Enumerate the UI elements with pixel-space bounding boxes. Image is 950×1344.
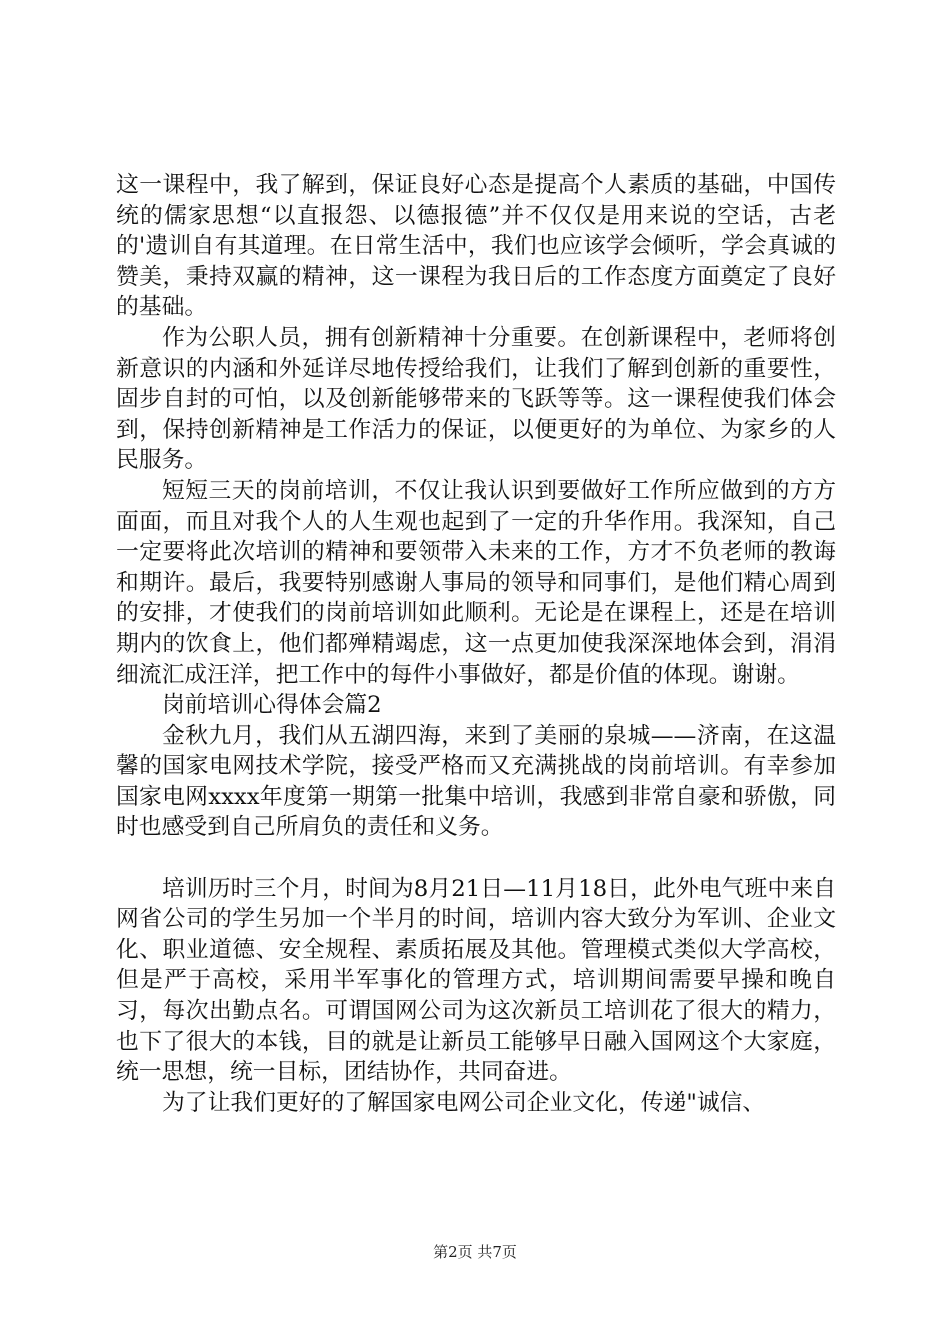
paragraph-3: 短短三天的岗前培训，不仅让我认识到要做好工作所应做到的方方面面，而且对我个人的人生观也起到了一定的升华作用。我深知，自己一定要将此次培训的精神和要领带入未来的工作，方才不负老师的教诲和期许。最后，我要特别感谢人事局的领导和同事们，是他们精心周到的安排，才使我们的岗前培训如此顺利。无论是在课程上，还是在培训期内的饮食上，他们都殚精竭虑，这一点更加使我深深地体会到，涓涓细流汇成汪洋，把工作中的每件小事做好，都是价值的体现。谢谢。 [116,477,836,688]
paragraph-1: 这一课程中，我了解到，保证良好心态是提高个人素质的基础，中国传统的儒家思想“以直报怨、以德报德”并不仅仅是用来说的空话，古老的'遗训自有其道理。在日常生活中，我们也应该学会倾听，学会真诚的赞美，秉持双赢的精神，这一课程为我日后的工作态度方面奠定了良好的基础。 [116,172,836,321]
page-footer: 第2页 共7页 [433,1243,517,1261]
paragraph-6: 为了让我们更好的了解国家电网公司企业文化，传递"诚信、 [162,1089,766,1116]
paragraph-2: 作为公职人员，拥有创新精神十分重要。在创新课程中，老师将创新意识的内涵和外延详尽地传授给我们，让我们了解到创新的重要性，固步自封的可怕，以及创新能够带来的飞跃等等。这一课程使我们体会到，保持创新精神是工作活力的保证，以便更好的为单位、为家乡的人民服务。 [116,324,836,474]
paragraph-4: 金秋九月，我们从五湖四海，来到了美丽的泉城——济南，在这温馨的国家电网技术学院，接受严格而又充满挑战的岗前培训。有幸参加国家电网xxxx年度第一期第一批集中培训，我感到非常自豪和骄傲，同时也感受到自己所肩负的责任和义务。 [116,722,836,841]
document-body [116,170,836,1118]
section-heading: 岗前培训心得体会篇2 [162,692,382,719]
paragraph-spacer [116,843,836,874]
paragraph-5: 培训历时三个月，时间为8月21日—11月18日，此外电气班中来自网省公司的学生另加一个半月的时间，培训内容大致分为军训、企业文化、职业道德、安全规程、素质拓展及其他。管理模式类似大学高校，但是严于高校，采用半军事化的管理方式，培训期间需要早操和晚自习，每次出勤点名。可谓国网公司为这次新员工培训花了很大的精力，也下了很大的本钱，目的就是让新员工能够早日融入国网这个大家庭，统一思想，统一目标，团结协作，共同奋进。 [116,875,836,1086]
